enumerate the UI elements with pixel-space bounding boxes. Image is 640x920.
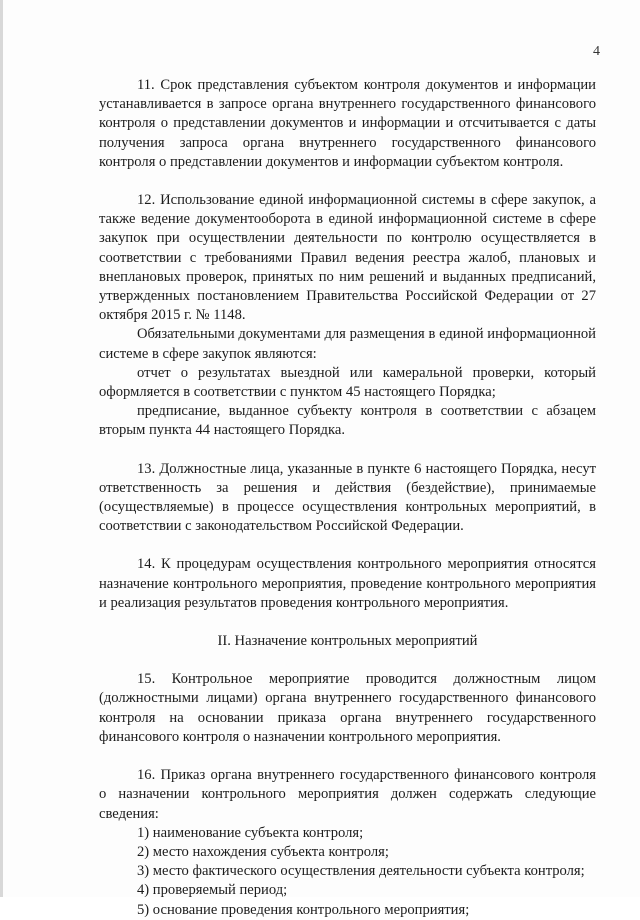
list-item: 2) место нахождения субъекта контроля; <box>137 843 389 860</box>
list-16 <box>99 824 596 920</box>
list-item: 1) наименование субъекта контроля; <box>137 824 364 841</box>
list-item: 5) основание проведения контрольного мероприятия; <box>137 901 470 918</box>
section-heading: II. Назначение контрольных мероприятий <box>217 633 478 650</box>
paragraph-11: 11. Срок представления субъектом контроля документов и информации устанавливается в запросе органа внутреннего государственного финансового контроля о представлении документов и информации и отсчитывается с даты получения запроса органа внутреннего государственного финансового контроля о представлении документов и информации субъектом контроля. <box>99 77 596 170</box>
scan-edge <box>0 0 3 897</box>
paragraph-12: 12. Использование единой информационной системы в сфере закупок, а также ведение документооборота в единой информационной системе в сфере закупок при осуществлении деятельности по контролю осуществляется в соответствии с требованиями Правил ведения реестра жалоб, плановых и внеплановых проверок, принятых по ним решений и выданных предписаний, утвержденных постановлением Правительства Российской Федерации от 27 октября 2015 г. № 1148. <box>99 192 596 324</box>
paragraph-13: 13. Должностные лица, указанные в пункте 6 настоящего Порядка, несут ответственность за решения и действия (бездействие), принимаемые (осуществляемые) в процессе осуществления контрольных мероприятий, в соответствии с законодательством Российской Федерации. <box>99 460 596 535</box>
paragraph-12-mandatory-docs: Обязательными документами для размещения в единой информационной системе в сфере закупок являются: <box>99 326 596 362</box>
document-body <box>99 76 596 920</box>
paragraph-12-order: предписание, выданное субъекту контроля в соответствии с абзацем вторым пункта 44 настоящего Порядка. <box>99 403 596 439</box>
paragraph-16: 16. Приказ органа внутреннего государственного финансового контроля о назначении контрольного мероприятия должен содержать следующие сведения: <box>99 767 596 822</box>
page-number: 4 <box>593 44 600 59</box>
paragraph-15: 15. Контрольное мероприятие проводится должностным лицом (должностными лицами) органа внутреннего государственного финансового контроля на основании приказа органа внутреннего государственного финансового контроля о назначении контрольного мероприятия. <box>99 671 596 745</box>
list-item: 3) место фактического осуществления деятельности субъекта контроля; <box>137 863 585 880</box>
list-item: 4) проверяемый период; <box>137 882 288 899</box>
paragraph-12-report: отчет о результатах выездной или камеральной проверки, который оформляется в соответствии с пунктом 45 настоящего Порядка; <box>99 364 596 401</box>
paragraph-14: 14. К процедурам осуществления контрольного мероприятия относятся назначение контрольного мероприятия, проведение контрольного мероприятия и реализация результатов проведения контрольного мероприятия. <box>99 556 596 611</box>
